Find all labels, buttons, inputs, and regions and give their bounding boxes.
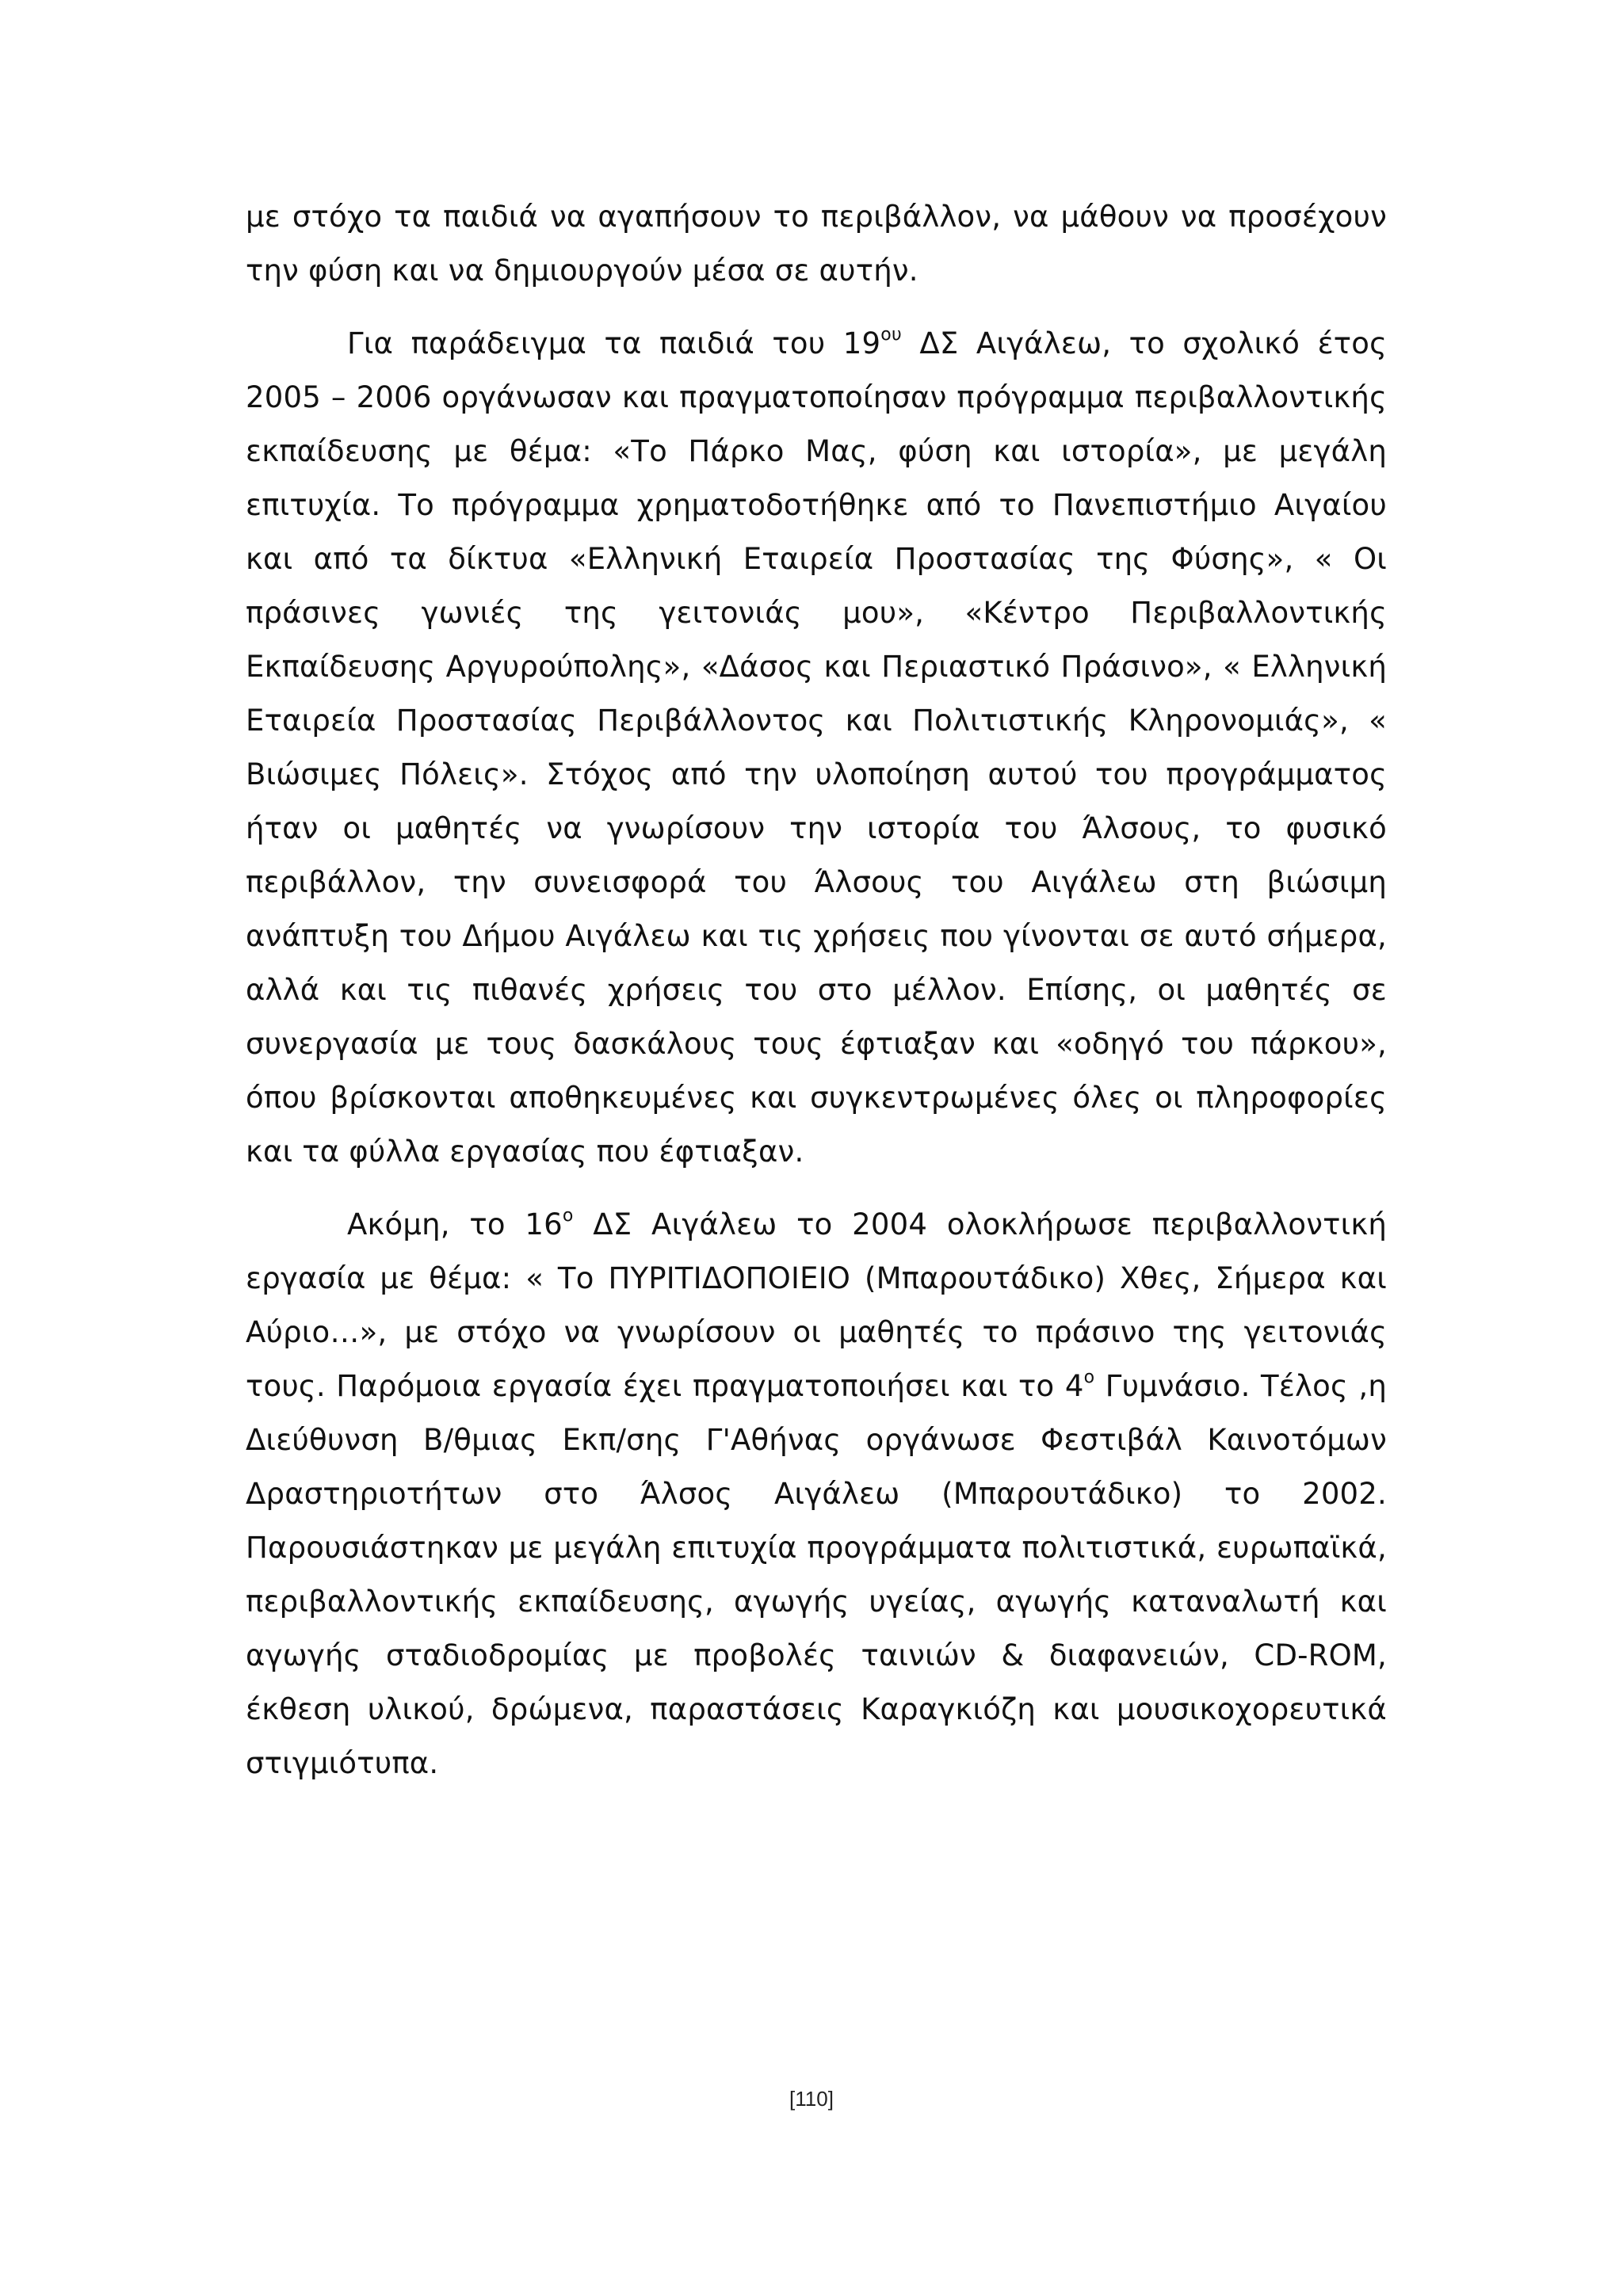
paragraph-text: με στόχο τα παιδιά να αγαπήσουν το περιβάλλον, να μάθουν να προσέχουν την φύση και να δημιουργούν μέσα σε αυτήν. [246,200,1387,288]
ordinal-superscript: ου [880,324,902,345]
paragraph-text-start: Ακόμη, το 16 [347,1207,563,1241]
paragraph-intro-continuation [246,190,1387,298]
paragraph-16th-school-project [246,1198,1387,1791]
paragraph-text-rest: ΔΣ Αιγάλεω, το σχολικό έτος 2005 – 2006 οργάνωσαν και πραγματοποίησαν πρόγραμμα περιβαλλοντικής εκπαίδευσης με θέμα: «Το Πάρκο Μας, φύση και ιστορία», με μεγάλη επιτυχία. Το πρόγραμμα χρηματοδοτήθηκε από το Πανεπιστήμιο Αιγαίου και από τα δίκτυα «Ελληνική Εταιρεία Προστασίας της Φύσης», « Οι πράσινες γωνιές της γειτονιάς μου», «Κέντρο Περιβαλλοντικής Εκπαίδευσης Αργυρούπολης», «Δάσος και Περιαστικό Πράσινο», « Ελληνική Εταιρεία Προστασίας Περιβάλλοντος και Πολιτιστικής Κληρονομιάς», « Βιώσιμες Πόλεις». Στόχος από την υλοποίηση αυτού του προγράμματος ήταν οι μαθητές να γνωρίσουν την ιστορία του Άλσους, το φυσικό περιβάλλον, την συνεισφορά του Άλσους του Αιγάλεω στη βιώσιμη ανάπτυξη του Δήμου Αιγάλεω και τις χρήσεις που γίνονται σε αυτό σήμερα, αλλά και τις πιθανές χρήσεις του στο μέλλον. Επίσης, οι μαθητές σε συνεργασία με τους δασκάλους τους έφτιαξαν και «οδηγό του πάρκου», όπου βρίσκονται αποθηκευμένες και συγκεντρωμένες όλες οι πληροφορίες και τα φύλλα εργασίας που έφτιαξαν. [246,326,1388,1169]
paragraph-text-rest: Γυμνάσιο. Τέλος ,η Διεύθυνση Β/θμιας Εκπ/σης Γ'Αθήνας οργάνωσε Φεστιβάλ Καινοτόμων Δραστηριοτήτων στο Άλσος Αιγάλεω (Μπαρουτάδικο) το 2002. Παρουσιάστηκαν με μεγάλη επιτυχία προγράμματα πολιτιστικά, ευρωπαϊκά, περιβαλλοντικής εκπαίδευσης, αγωγής υγείας, αγωγής καταναλωτή και αγωγής σταδιοδρομίας με προβολές ταινιών & διαφανειών, CD-ROM, έκθεση υλικού, δρώμενα, παραστάσεις Καραγκιόζη και μουσικοχορευτικά στιγμιότυπα. [246,1369,1388,1780]
document-body [246,190,1387,1791]
paragraph-text-start: Για παράδειγμα τα παιδιά του 19 [347,326,881,360]
ordinal-superscript: ο [562,1205,574,1226]
paragraph-text-middle: ΔΣ Αιγάλεω το 2004 ολοκλήρωσε περιβαλλοντική εργασία με θέμα: « Το ΠΥΡΙΤΙΔΟΠΟΙΕΙΟ (Μπαρουτάδικο) Χθες, Σήμερα και Αύριο…», με στόχο να γνωρίσουν οι μαθητές το πράσινο της γειτονιάς τους. Παρόμοια εργασία έχει πραγματοποιήσει και το 4 [246,1207,1387,1403]
ordinal-superscript: ο [1083,1367,1095,1387]
page-number: [110] [789,2087,834,2111]
paragraph-19th-school-program [246,317,1387,1179]
